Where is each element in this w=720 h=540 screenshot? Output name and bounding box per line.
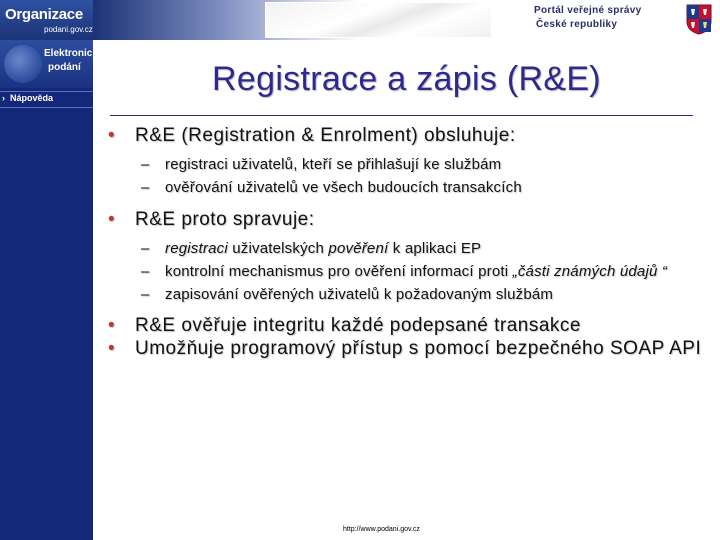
sidebar-brand-line-1: Elektronická — [44, 48, 104, 59]
bullet-icon: • — [108, 125, 116, 146]
dash-icon: – — [141, 263, 150, 280]
brand-subtitle: podani.gov.cz — [44, 25, 93, 34]
sub-bullet-item — [108, 283, 708, 306]
bullet-item — [108, 208, 708, 231]
sidebar-item-label: Nápověda — [10, 93, 54, 103]
slide-title: Registrace a zápis (R&E) — [212, 60, 601, 98]
bullet-icon: • — [108, 338, 116, 359]
bullet-item — [108, 314, 708, 337]
dash-icon: – — [141, 179, 150, 196]
sub-bullet-text: k aplikaci EP — [388, 240, 482, 257]
sub-bullet-text-emph: registraci — [165, 240, 228, 257]
coat-of-arms-icon — [685, 3, 713, 35]
brand-title: Organizace — [5, 6, 83, 23]
dash-icon: – — [141, 240, 150, 257]
sub-bullet-text: registraci uživatelů, kteří se přihlašují ke službám — [165, 156, 502, 173]
bullet-text: R&E (Registration & Enrolment) obsluhuje: — [135, 125, 516, 146]
sub-bullet-item — [108, 237, 708, 260]
footer-url[interactable]: http://www.podani.gov.cz — [343, 526, 420, 533]
portal-line-1: Portál veřejné správy — [534, 5, 642, 16]
sub-bullet-text-emph: „části známých údajů “ — [512, 263, 668, 280]
bullet-text: Umožňuje programový přístup s pomocí bezpečného SOAP API — [135, 338, 702, 359]
bullet-text: R&E ověřuje integritu každé podepsané transakce — [135, 315, 581, 336]
sidebar-brand-line-2: podání — [48, 62, 81, 73]
sidebar-item-help[interactable] — [0, 91, 93, 108]
bullet-item — [108, 124, 708, 147]
portal-name — [534, 4, 684, 32]
sub-bullet-item — [108, 176, 708, 199]
dash-icon: – — [141, 156, 150, 173]
bullet-icon: • — [108, 209, 116, 230]
sidebar-brand[interactable] — [0, 40, 104, 88]
top-banner — [0, 0, 720, 40]
bullet-item — [108, 337, 708, 360]
sidebar — [0, 40, 104, 540]
sub-bullet-text: uživatelských — [227, 240, 329, 257]
sub-bullet-text: zapisování ověřených uživatelů k požadovaným službám — [165, 286, 554, 303]
sub-bullet-text: ověřování uživatelů ve všech budoucích transakcích — [165, 179, 522, 196]
title-divider — [110, 115, 693, 116]
globe-icon — [4, 45, 42, 83]
bullet-text: R&E proto spravuje: — [135, 209, 315, 230]
sub-bullet-text-emph: pověření — [328, 240, 389, 257]
bullet-icon: • — [108, 315, 116, 336]
sub-bullet-item — [108, 153, 708, 176]
sub-bullet-text: kontrolní mechanismus pro ověření informací proti — [165, 263, 513, 280]
flag-wave-decoration — [265, 2, 492, 38]
chevron-right-icon: › — [2, 93, 5, 103]
sub-bullet-item — [108, 260, 708, 283]
portal-line-2: České republiky — [536, 19, 618, 30]
slide-content — [108, 124, 708, 360]
brand-logo[interactable] — [0, 0, 93, 40]
dash-icon: – — [141, 286, 150, 303]
